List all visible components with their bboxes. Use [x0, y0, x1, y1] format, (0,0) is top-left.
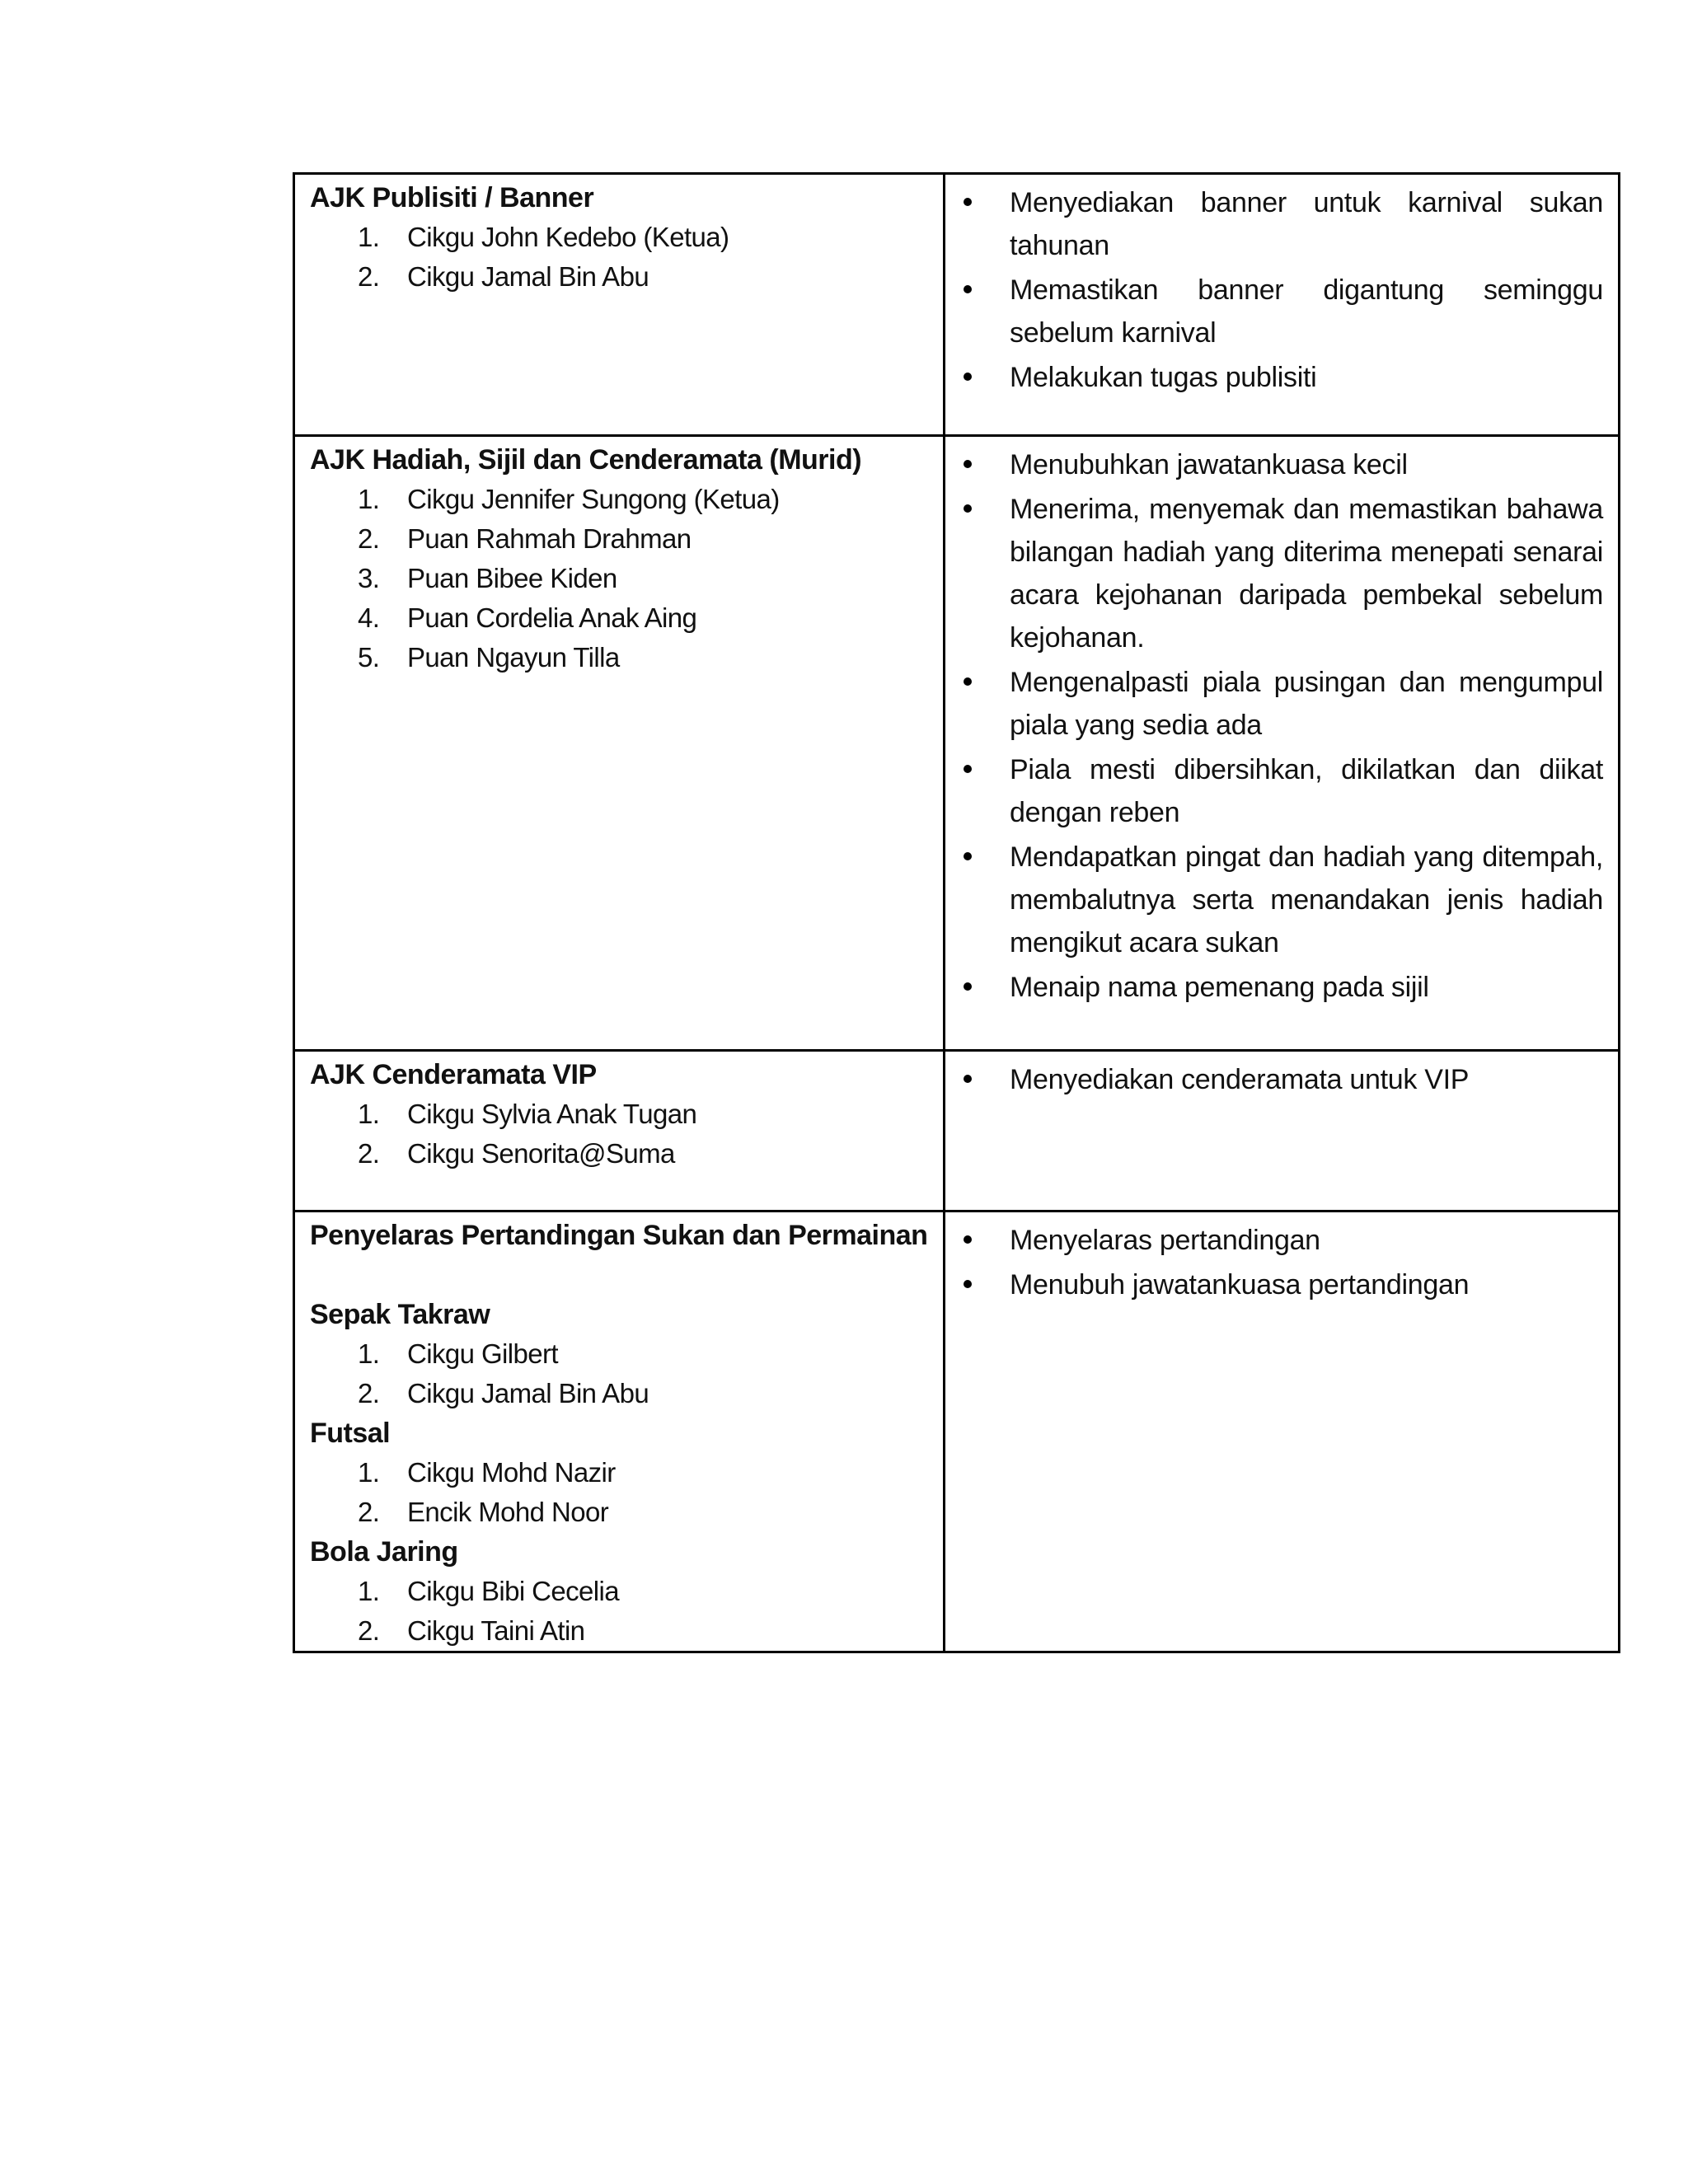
committee-cell — [294, 174, 945, 436]
list-item: 4. Puan Cordelia Anak Aing — [358, 602, 697, 633]
bullet-icon — [964, 1280, 972, 1288]
list-item: Memastikan banner digantung seminggu sebelum karnival — [945, 269, 1603, 354]
bullet-icon — [964, 198, 972, 206]
sport-group-heading: Bola Jaring — [310, 1536, 458, 1568]
member-list — [310, 1094, 928, 1174]
list-item: 1. Cikgu Bibi Cecelia — [358, 1576, 619, 1606]
sport-group-heading: Futsal — [310, 1418, 391, 1449]
bullet-icon — [964, 285, 972, 293]
list-item: 3. Puan Bibee Kiden — [358, 563, 617, 593]
duties-cell — [945, 174, 1620, 436]
list-item: Menyediakan cenderamata untuk VIP — [945, 1058, 1603, 1101]
bullet-icon — [964, 373, 972, 381]
list-item: Menubuhkan jawatankuasa kecil — [945, 443, 1603, 486]
list-item: 2. Cikgu Jamal Bin Abu — [358, 261, 649, 292]
duty-list — [945, 443, 1603, 1009]
bullet-icon — [964, 765, 972, 773]
committee-heading: AJK Cenderamata VIP — [310, 1059, 597, 1090]
list-item: 1. Cikgu Gilbert — [358, 1338, 558, 1369]
list-item: Menaip nama pemenang pada sijil — [945, 966, 1603, 1009]
list-item: Mendapatkan pingat dan hadiah yang ditempah, membalutnya serta menandakan jenis hadiah mengikut acara sukan — [945, 836, 1603, 964]
list-item: 2. Cikgu Jamal Bin Abu — [358, 1378, 649, 1408]
duty-list — [945, 181, 1603, 399]
member-list — [310, 1334, 928, 1413]
list-item: 2. Cikgu Senorita@Suma — [358, 1138, 675, 1169]
duties-cell — [945, 1212, 1620, 1652]
list-item: 2. Puan Rahmah Drahman — [358, 523, 692, 554]
list-item: Mengenalpasti piala pusingan dan mengumpul piala yang sedia ada — [945, 661, 1603, 747]
bullet-icon — [964, 677, 972, 686]
committee-cell — [294, 436, 945, 1051]
sport-group-heading: Sepak Takraw — [310, 1299, 490, 1330]
list-item: 1. Cikgu Sylvia Anak Tugan — [358, 1099, 697, 1129]
table-row — [294, 1051, 1620, 1212]
table-row — [294, 1212, 1620, 1652]
committee-heading: Penyelaras Pertandingan Sukan dan Permainan — [310, 1220, 928, 1251]
bullet-icon — [964, 1075, 972, 1083]
bullet-icon — [964, 504, 972, 513]
committee-table — [293, 172, 1620, 1653]
list-item: 5. Puan Ngayun Tilla — [358, 642, 620, 673]
bullet-icon — [964, 982, 972, 991]
list-item: 2. Cikgu Taini Atin — [358, 1615, 585, 1646]
duty-list — [945, 1219, 1603, 1306]
member-list — [310, 1453, 928, 1532]
table-row — [294, 174, 1620, 436]
list-item: Menyediakan banner untuk karnival sukan tahunan — [945, 181, 1603, 267]
list-item: Menyelaras pertandingan — [945, 1219, 1603, 1262]
committee-heading: AJK Publisiti / Banner — [310, 182, 594, 213]
list-item: 1. Cikgu Mohd Nazir — [358, 1457, 616, 1488]
member-list — [310, 480, 928, 677]
list-item: Piala mesti dibersihkan, dikilatkan dan diikat dengan reben — [945, 748, 1603, 834]
list-item: 2. Encik Mohd Noor — [358, 1497, 609, 1527]
duties-cell — [945, 436, 1620, 1051]
bullet-icon — [964, 852, 972, 860]
duties-cell — [945, 1051, 1620, 1212]
list-item: 1. Cikgu Jennifer Sungong (Ketua) — [358, 484, 780, 514]
bullet-icon — [964, 460, 972, 468]
list-item: Melakukan tugas publisiti — [945, 356, 1603, 399]
list-item: 1. Cikgu John Kedebo (Ketua) — [358, 222, 729, 252]
member-list — [310, 218, 928, 297]
list-item: Menubuh jawatankuasa pertandingan — [945, 1263, 1603, 1306]
committee-heading: AJK Hadiah, Sijil dan Cenderamata (Murid) — [310, 444, 862, 476]
committee-cell — [294, 1051, 945, 1212]
bullet-icon — [964, 1235, 972, 1244]
list-item: Menerima, menyemak dan memastikan bahawa bilangan hadiah yang diterima menepati senarai acara kejohanan daripada pembekal sebelum kejohanan. — [945, 488, 1603, 659]
duty-list — [945, 1058, 1603, 1101]
member-list — [310, 1572, 928, 1651]
committee-cell — [294, 1212, 945, 1652]
table-row — [294, 436, 1620, 1051]
